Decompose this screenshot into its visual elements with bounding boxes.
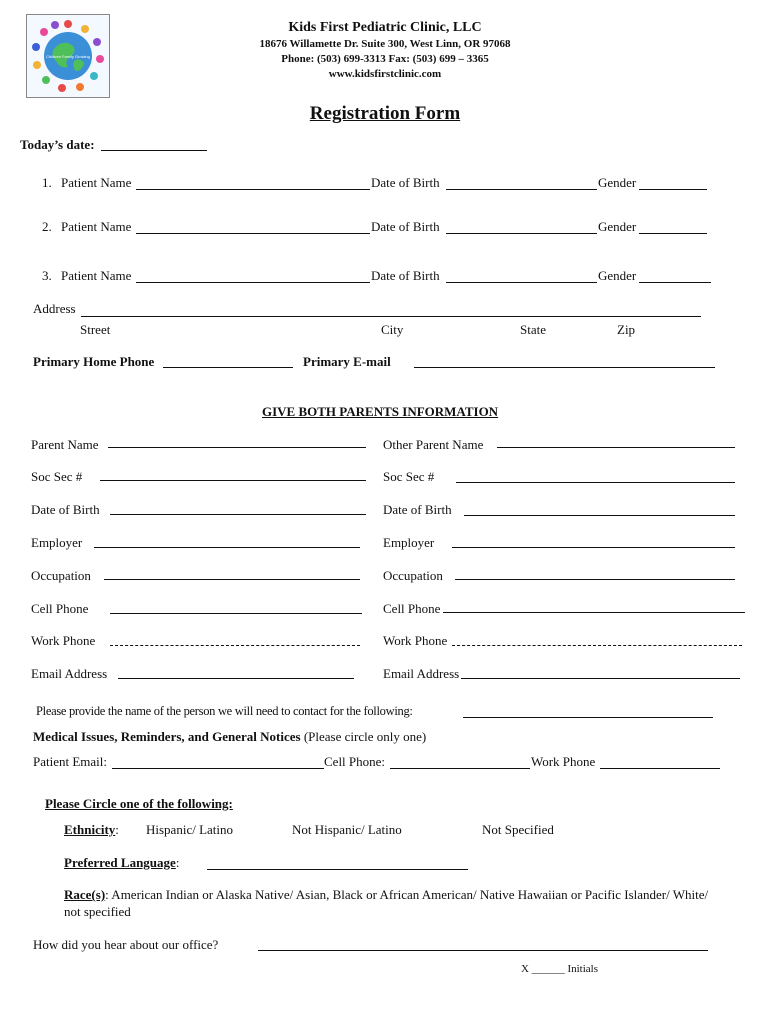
parent-cell-field[interactable] bbox=[110, 613, 362, 614]
other-parent-ssn-label: Soc Sec # bbox=[383, 469, 435, 484]
ethnicity-option-not-specified[interactable]: Not Specified bbox=[482, 822, 554, 837]
other-parent-ssn-field[interactable] bbox=[456, 482, 735, 483]
clinic-name: Kids First Pediatric Clinic, LLC bbox=[288, 20, 482, 35]
circle-heading: Please Circle one of the following: bbox=[45, 796, 233, 811]
race-option-not-specified[interactable]: not specified bbox=[64, 904, 131, 919]
patient-email-label: Patient Email: bbox=[33, 754, 108, 769]
parent-ssn-label: Soc Sec # bbox=[31, 469, 83, 484]
home-phone-field[interactable] bbox=[163, 367, 293, 368]
ethnicity-colon: : bbox=[115, 822, 119, 837]
dob-label: Date of Birth bbox=[371, 175, 440, 190]
patient-name-label: Patient Name bbox=[61, 175, 132, 190]
language-row bbox=[64, 855, 179, 871]
patient-email-field[interactable] bbox=[112, 768, 324, 769]
form-title: Registration Form bbox=[309, 103, 461, 124]
parent-occupation-field[interactable] bbox=[104, 579, 360, 580]
parent-dob-label: Date of Birth bbox=[31, 502, 100, 517]
other-parent-name-field[interactable] bbox=[497, 447, 735, 448]
circle-only-one-note: (Please circle only one) bbox=[300, 729, 427, 744]
other-parent-employer-field[interactable] bbox=[452, 547, 735, 548]
race-row bbox=[64, 887, 708, 903]
other-parent-dob-label: Date of Birth bbox=[383, 502, 452, 517]
logo-text: Children Family Growing bbox=[46, 54, 90, 59]
contact-person-prompt: Please provide the name of the person we will need to contact for the following: bbox=[36, 704, 413, 718]
language-field[interactable] bbox=[207, 869, 468, 870]
race-options[interactable]: : American Indian or Alaska Native/ Asian, Black or African American/ Native Hawaiian or Pacific Islander/ White/ bbox=[105, 887, 709, 902]
dob-label: Date of Birth bbox=[371, 268, 440, 283]
other-parent-cell-field[interactable] bbox=[443, 612, 745, 613]
other-parent-occupation-label: Occupation bbox=[383, 568, 443, 583]
other-parent-name-label: Other Parent Name bbox=[383, 437, 484, 452]
contact-cell-field[interactable] bbox=[390, 768, 530, 769]
parent-cell-label: Cell Phone bbox=[31, 601, 89, 616]
parents-heading: GIVE BOTH PARENTS INFORMATION bbox=[262, 404, 499, 419]
ethnicity-option-not-hispanic[interactable]: Not Hispanic/ Latino bbox=[292, 822, 402, 837]
parent-occupation-label: Occupation bbox=[31, 568, 91, 583]
race-label: Race(s) bbox=[64, 887, 106, 902]
city-caption: City bbox=[381, 322, 404, 337]
primary-email-field[interactable] bbox=[414, 367, 715, 368]
parent-work-phone-label: Work Phone bbox=[31, 633, 96, 648]
gender-label: Gender bbox=[598, 268, 637, 283]
parent-email-label: Email Address bbox=[31, 666, 108, 681]
dob-field[interactable] bbox=[446, 233, 597, 234]
parent-employer-field[interactable] bbox=[94, 547, 360, 548]
referral-label: How did you hear about our office? bbox=[33, 937, 219, 952]
gender-field[interactable] bbox=[639, 233, 707, 234]
language-colon: : bbox=[175, 855, 180, 870]
contact-person-field[interactable] bbox=[463, 717, 713, 718]
patient-number: 1. bbox=[42, 175, 52, 190]
language-label: Preferred Language bbox=[64, 855, 176, 870]
clinic-phone: Phone: (503) 699-3313 Fax: (503) 699 – 3365 bbox=[281, 53, 489, 65]
other-parent-email-field[interactable] bbox=[461, 678, 740, 679]
parent-work-phone-field[interactable] bbox=[110, 645, 360, 646]
referral-field[interactable] bbox=[258, 950, 708, 951]
patient-name-label: Patient Name bbox=[61, 268, 132, 283]
dob-field[interactable] bbox=[446, 189, 597, 190]
dob-field[interactable] bbox=[446, 282, 597, 283]
gender-label: Gender bbox=[598, 175, 637, 190]
parent-name-field[interactable] bbox=[108, 447, 366, 448]
parent-ssn-field[interactable] bbox=[100, 480, 366, 481]
patient-name-label: Patient Name bbox=[61, 219, 132, 234]
other-parent-cell-label: Cell Phone bbox=[383, 601, 441, 616]
other-parent-dob-field[interactable] bbox=[464, 515, 735, 516]
other-parent-employer-label: Employer bbox=[383, 535, 435, 550]
todays-date-label: Today’s date: bbox=[20, 137, 95, 152]
clinic-address: 18676 Willamette Dr. Suite 300, West Linn, OR 97068 bbox=[259, 38, 511, 50]
zip-caption: Zip bbox=[617, 322, 636, 337]
primary-email-label: Primary E-mail bbox=[303, 354, 391, 369]
other-parent-work-phone-field[interactable] bbox=[452, 645, 742, 646]
clinic-website: www.kidsfirstclinic.com bbox=[328, 68, 442, 80]
address-field[interactable] bbox=[81, 316, 701, 317]
contact-work-phone-field[interactable] bbox=[600, 768, 720, 769]
medical-issues-line bbox=[33, 729, 426, 745]
parent-dob-field[interactable] bbox=[110, 514, 366, 515]
ethnicity-option-hispanic[interactable]: Hispanic/ Latino bbox=[146, 822, 234, 837]
patient-name-field[interactable] bbox=[136, 282, 370, 283]
clinic-logo bbox=[26, 14, 110, 98]
patient-name-field[interactable] bbox=[136, 189, 370, 190]
initials-field[interactable]: X ______ Initials bbox=[521, 963, 598, 975]
other-parent-email-label: Email Address bbox=[383, 666, 460, 681]
parent-employer-label: Employer bbox=[31, 535, 83, 550]
dob-label: Date of Birth bbox=[371, 219, 440, 234]
medical-issues-label: Medical Issues, Reminders, and General Notices bbox=[33, 729, 301, 744]
logo-graphic bbox=[27, 15, 109, 97]
patient-name-field[interactable] bbox=[136, 233, 370, 234]
gender-field[interactable] bbox=[639, 282, 711, 283]
patient-number: 3. bbox=[42, 268, 52, 283]
gender-label: Gender bbox=[598, 219, 637, 234]
street-caption: Street bbox=[80, 322, 111, 337]
other-parent-occupation-field[interactable] bbox=[455, 579, 735, 580]
state-caption: State bbox=[520, 322, 546, 337]
home-phone-label: Primary Home Phone bbox=[33, 354, 155, 369]
parent-email-field[interactable] bbox=[118, 678, 354, 679]
parent-name-label: Parent Name bbox=[31, 437, 99, 452]
todays-date-field[interactable] bbox=[101, 150, 207, 151]
ethnicity-label: Ethnicity bbox=[64, 822, 116, 837]
gender-field[interactable] bbox=[639, 189, 707, 190]
ethnicity-row bbox=[64, 822, 119, 838]
contact-cell-label: Cell Phone: bbox=[324, 754, 386, 769]
patient-number: 2. bbox=[42, 219, 52, 234]
other-parent-work-phone-label: Work Phone bbox=[383, 633, 448, 648]
address-label: Address bbox=[33, 301, 76, 316]
contact-work-phone-label: Work Phone bbox=[531, 754, 596, 769]
